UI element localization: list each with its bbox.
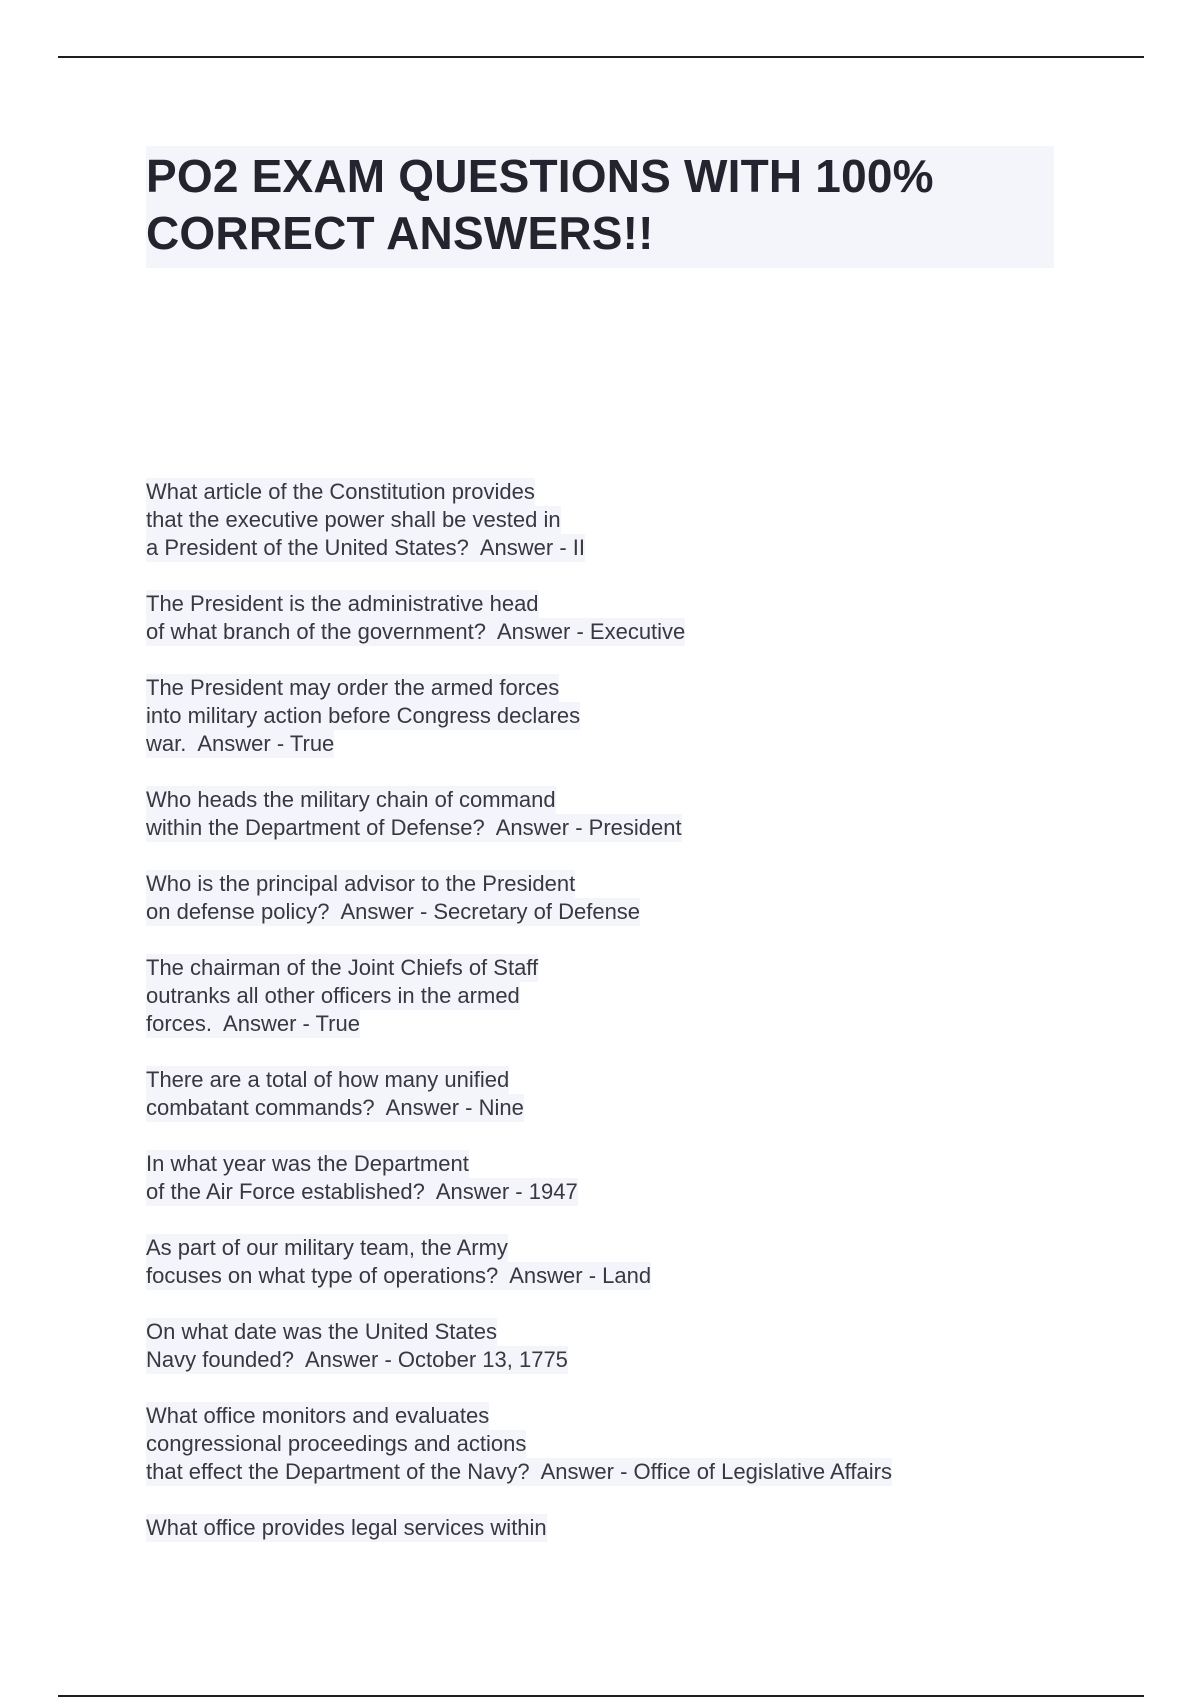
top-rule xyxy=(58,56,1144,58)
qa-item xyxy=(146,786,1106,842)
qa-item xyxy=(146,590,1106,646)
qa-line: that the executive power shall be vested in xyxy=(146,507,561,532)
qa-line: within the Department of Defense? Answer - President xyxy=(146,815,682,840)
qa-line: a President of the United States? Answer - II xyxy=(146,535,586,560)
qa-line: war. Answer - True xyxy=(146,731,335,756)
qa-line: forces. Answer - True xyxy=(146,1011,360,1036)
qa-line: that effect the Department of the Navy? Answer - Office of Legislative Affairs xyxy=(146,1459,892,1484)
qa-line: Who heads the military chain of command xyxy=(146,787,556,812)
qa-line: There are a total of how many unified xyxy=(146,1067,510,1092)
qa-line: The President is the administrative head xyxy=(146,591,539,616)
qa-line: on defense policy? Answer - Secretary of Defense xyxy=(146,899,641,924)
qa-line: of the Air Force established? Answer - 1947 xyxy=(146,1179,578,1204)
qa-line: The chairman of the Joint Chiefs of Staff xyxy=(146,955,539,980)
qa-line: outranks all other officers in the armed xyxy=(146,983,520,1008)
qa-item xyxy=(146,1402,1106,1486)
qa-line: What office monitors and evaluates xyxy=(146,1403,490,1428)
qa-line: Navy founded? Answer - October 13, 1775 xyxy=(146,1347,568,1372)
document-title xyxy=(146,146,1054,268)
qa-item xyxy=(146,870,1106,926)
qa-line: What article of the Constitution provides xyxy=(146,479,535,504)
qa-item xyxy=(146,478,1106,562)
qa-item xyxy=(146,1234,1106,1290)
qa-item xyxy=(146,1150,1106,1206)
qa-line: combatant commands? Answer - Nine xyxy=(146,1095,524,1120)
qa-item xyxy=(146,1514,1106,1542)
bottom-rule xyxy=(58,1695,1144,1697)
title-line: PO2 EXAM QUESTIONS WITH 100% xyxy=(146,150,934,202)
qa-line: On what date was the United States xyxy=(146,1319,497,1344)
qa-line: into military action before Congress declares xyxy=(146,703,581,728)
qa-line: The President may order the armed forces xyxy=(146,675,560,700)
qa-line: As part of our military team, the Army xyxy=(146,1235,508,1260)
qa-item xyxy=(146,1318,1106,1374)
qa-line: In what year was the Department xyxy=(146,1151,469,1176)
qa-line: congressional proceedings and actions xyxy=(146,1431,527,1456)
qa-line: of what branch of the government? Answer - Executive xyxy=(146,619,686,644)
qa-line: focuses on what type of operations? Answer - Land xyxy=(146,1263,652,1288)
qa-item xyxy=(146,954,1106,1038)
title-line: CORRECT ANSWERS!! xyxy=(146,207,654,259)
qa-item xyxy=(146,1066,1106,1122)
qa-list xyxy=(146,478,1106,1570)
qa-line: What office provides legal services within xyxy=(146,1515,547,1540)
qa-line: Who is the principal advisor to the President xyxy=(146,871,576,896)
qa-item xyxy=(146,674,1106,758)
